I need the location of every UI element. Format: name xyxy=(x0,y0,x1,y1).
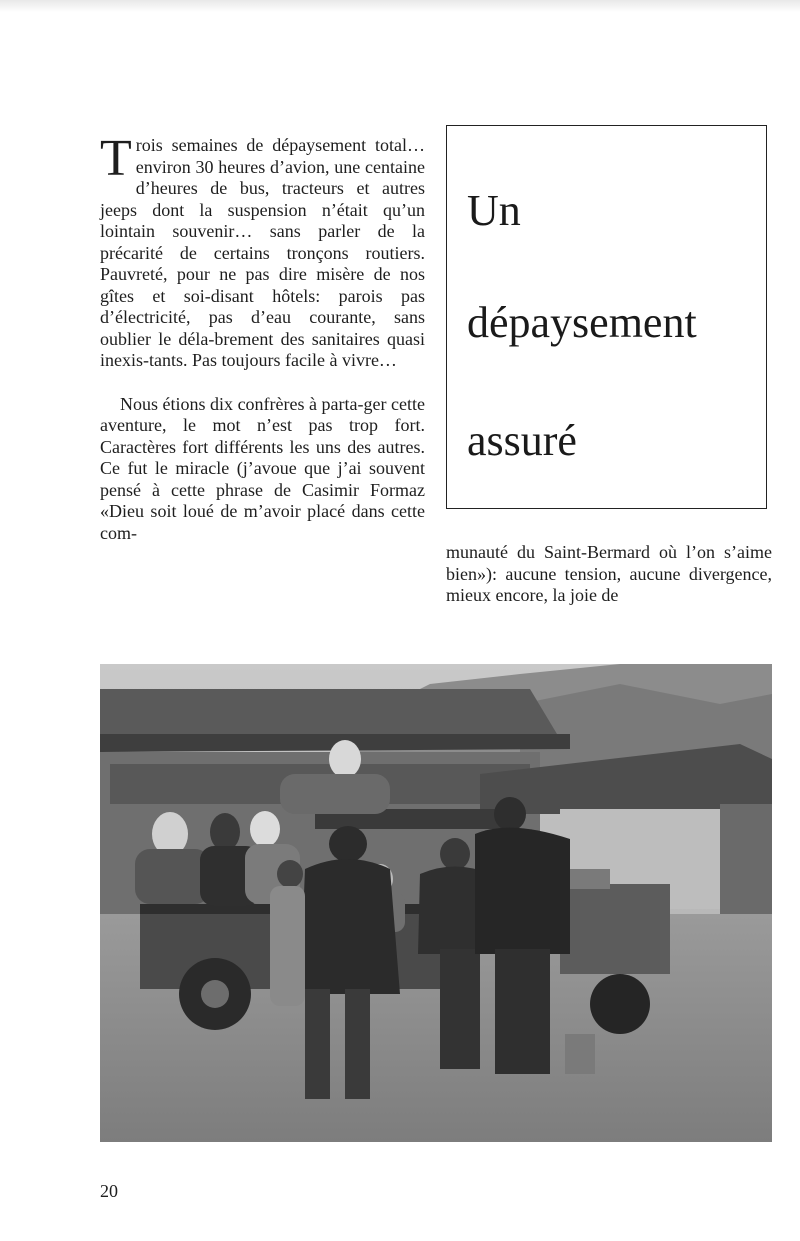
title-line-2: dépaysement xyxy=(467,298,697,347)
article-paragraph-2-continued: munauté du Saint-Bermard où l’on s’aime bien»): aucune tension, aucune divergence, mieux encore, la joie de xyxy=(446,542,772,605)
title-line-3: assuré xyxy=(467,416,577,465)
page-top-edge xyxy=(0,0,800,12)
paragraph-1-text: rois semaines de dépaysement total… environ 30 heures d’avion, une centaine d’heures de bus, tracteurs et autres jeeps dont la suspension n’était qu’un lointain souvenir… sans parler de la précarité de certains tronçons routiers. Pauvreté, pour ne pas dire misère de nos gîtes et soi-disant hôtels: parois pas d’électricité, pas d’eau courante, sans oublier le déla-brement des sanitaires quasi inexis-tants. Pas toujours facile à vivre… xyxy=(100,135,425,370)
article-paragraph-1 xyxy=(100,130,425,372)
article-column-left xyxy=(100,130,425,544)
article-paragraph-2: Nous étions dix confrères à parta-ger cette aventure, le mot n’est pas trop fort. Caractères fort différents les uns des autres. Ce fut le miracle (j’avoue que j’ai souvent pensé à cette phrase de Casimir Formaz «Dieu soit loué de m’avoir placé dans cette com- xyxy=(100,393,425,543)
photo-tractor-group xyxy=(100,664,772,1142)
article-column-right xyxy=(446,542,772,607)
title-box xyxy=(446,125,767,509)
drop-cap: T xyxy=(100,130,132,187)
page-number: 20 xyxy=(100,1181,118,1201)
title-line-1: Un xyxy=(467,186,521,235)
photo-illustration xyxy=(100,664,772,1142)
